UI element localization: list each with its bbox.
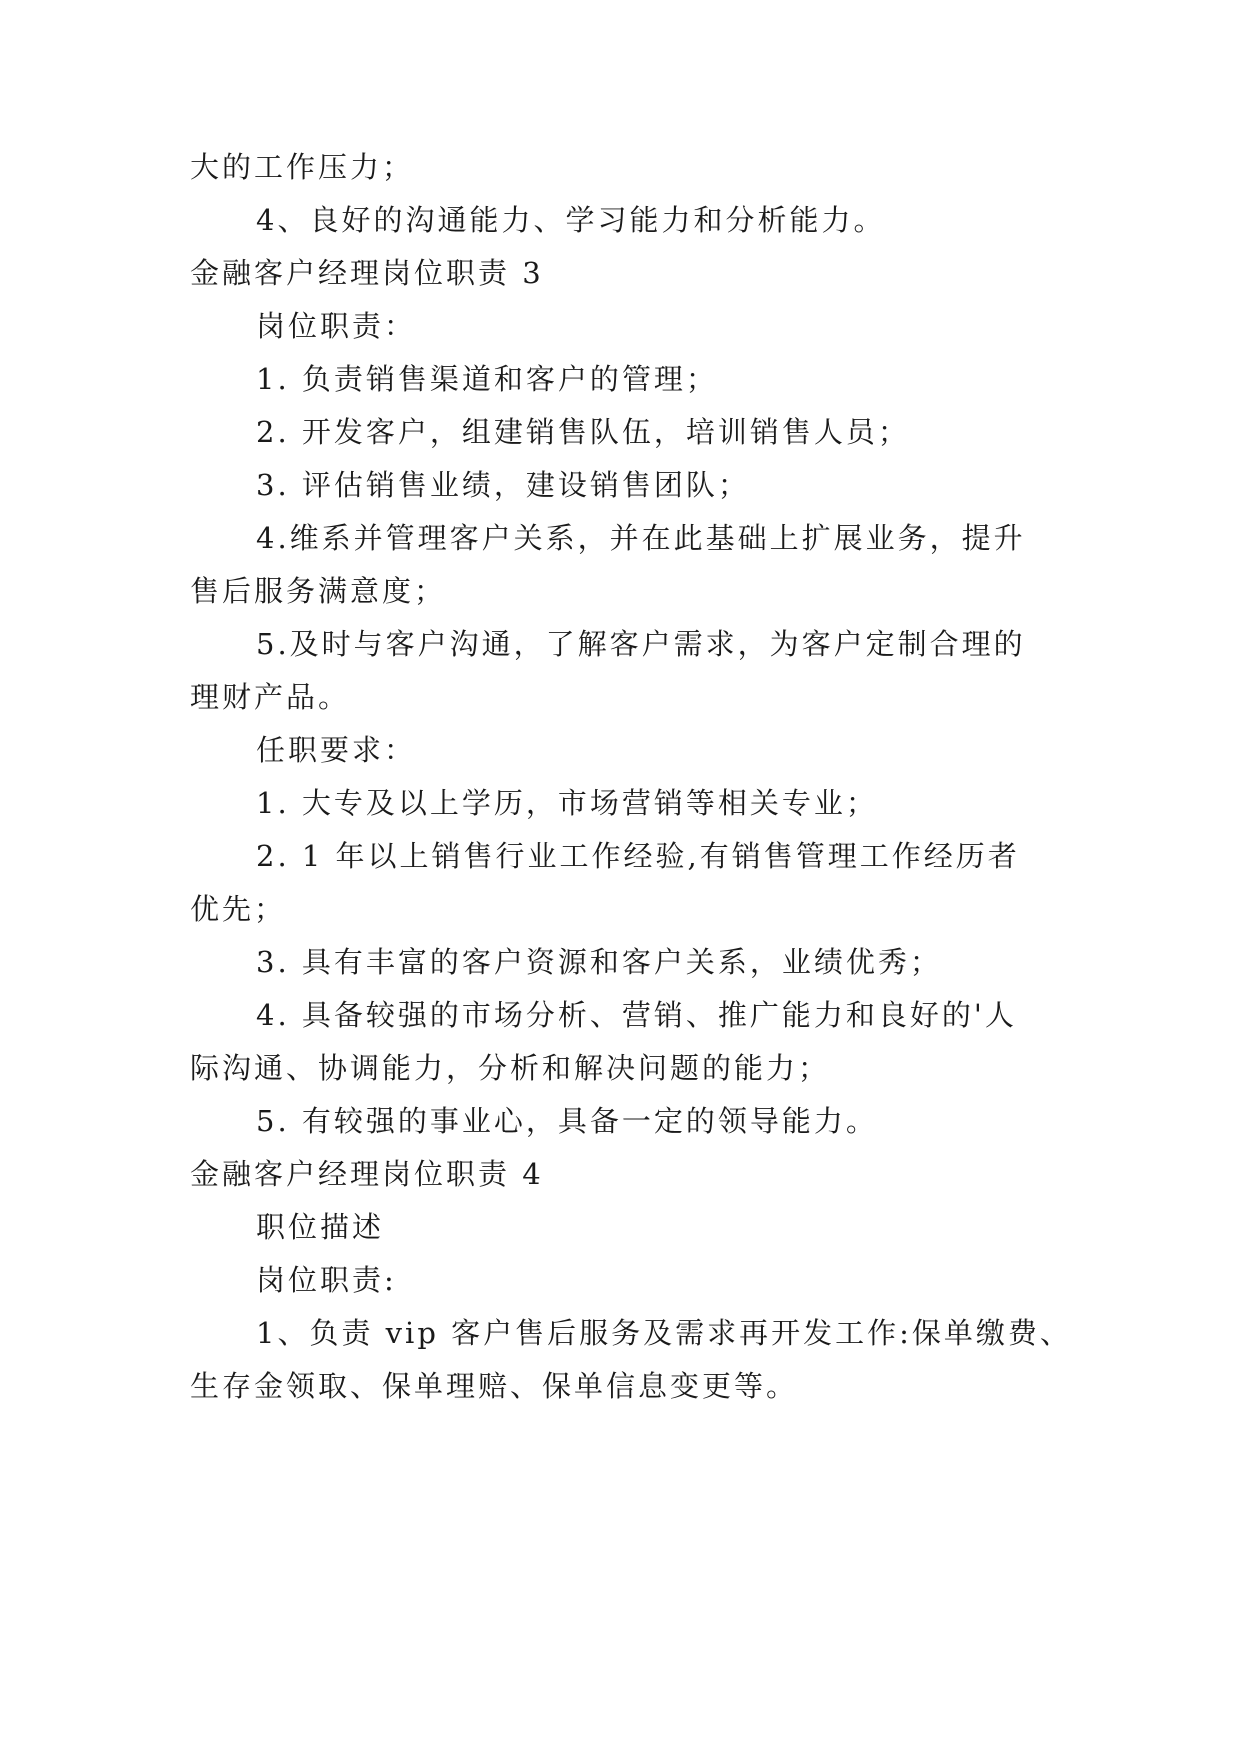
subheading: 任职要求： <box>256 733 417 767</box>
subheading: 岗位职责： <box>256 309 417 343</box>
list-item: 1、负责 vip 客户售后服务及需求再开发工作:保单缴费、 <box>256 1316 1072 1350</box>
list-item: 5. 有较强的事业心，具备一定的领导能力。 <box>256 1104 878 1138</box>
list-item-continuation: 理财产品。 <box>190 680 351 714</box>
list-item: 4. 具备较强的市场分析、营销、推广能力和良好的'人 <box>256 998 1017 1032</box>
section-heading: 金融客户经理岗位职责 4 <box>190 1157 544 1191</box>
list-item-continuation: 优先； <box>190 892 287 926</box>
list-item-continuation: 售后服务满意度； <box>190 574 447 608</box>
list-item: 3. 评估销售业绩，建设销售团队； <box>256 468 750 502</box>
body-text-line: 大的工作压力； <box>190 150 415 184</box>
list-item: 4、良好的沟通能力、学习能力和分析能力。 <box>256 203 886 237</box>
list-item-continuation: 际沟通、协调能力，分析和解决问题的能力； <box>190 1051 831 1085</box>
list-item: 2. 1 年以上销售行业工作经验,有销售管理工作经历者 <box>256 839 1020 873</box>
subheading: 职位描述 <box>256 1210 385 1244</box>
list-item: 5.及时与客户沟通，了解客户需求，为客户定制合理的 <box>256 627 1026 661</box>
list-item: 3. 具有丰富的客户资源和客户关系，业绩优秀； <box>256 945 942 979</box>
list-item: 1. 大专及以上学历，市场营销等相关专业； <box>256 786 878 820</box>
list-item-continuation: 生存金领取、保单理赔、保单信息变更等。 <box>190 1369 799 1403</box>
section-heading: 金融客户经理岗位职责 3 <box>190 256 544 290</box>
subheading: 岗位职责: <box>256 1263 397 1297</box>
list-item: 4.维系并管理客户关系，并在此基础上扩展业务，提升 <box>256 521 1026 555</box>
list-item: 2. 开发客户，组建销售队伍，培训销售人员； <box>256 415 910 449</box>
list-item: 1. 负责销售渠道和客户的管理； <box>256 362 718 396</box>
